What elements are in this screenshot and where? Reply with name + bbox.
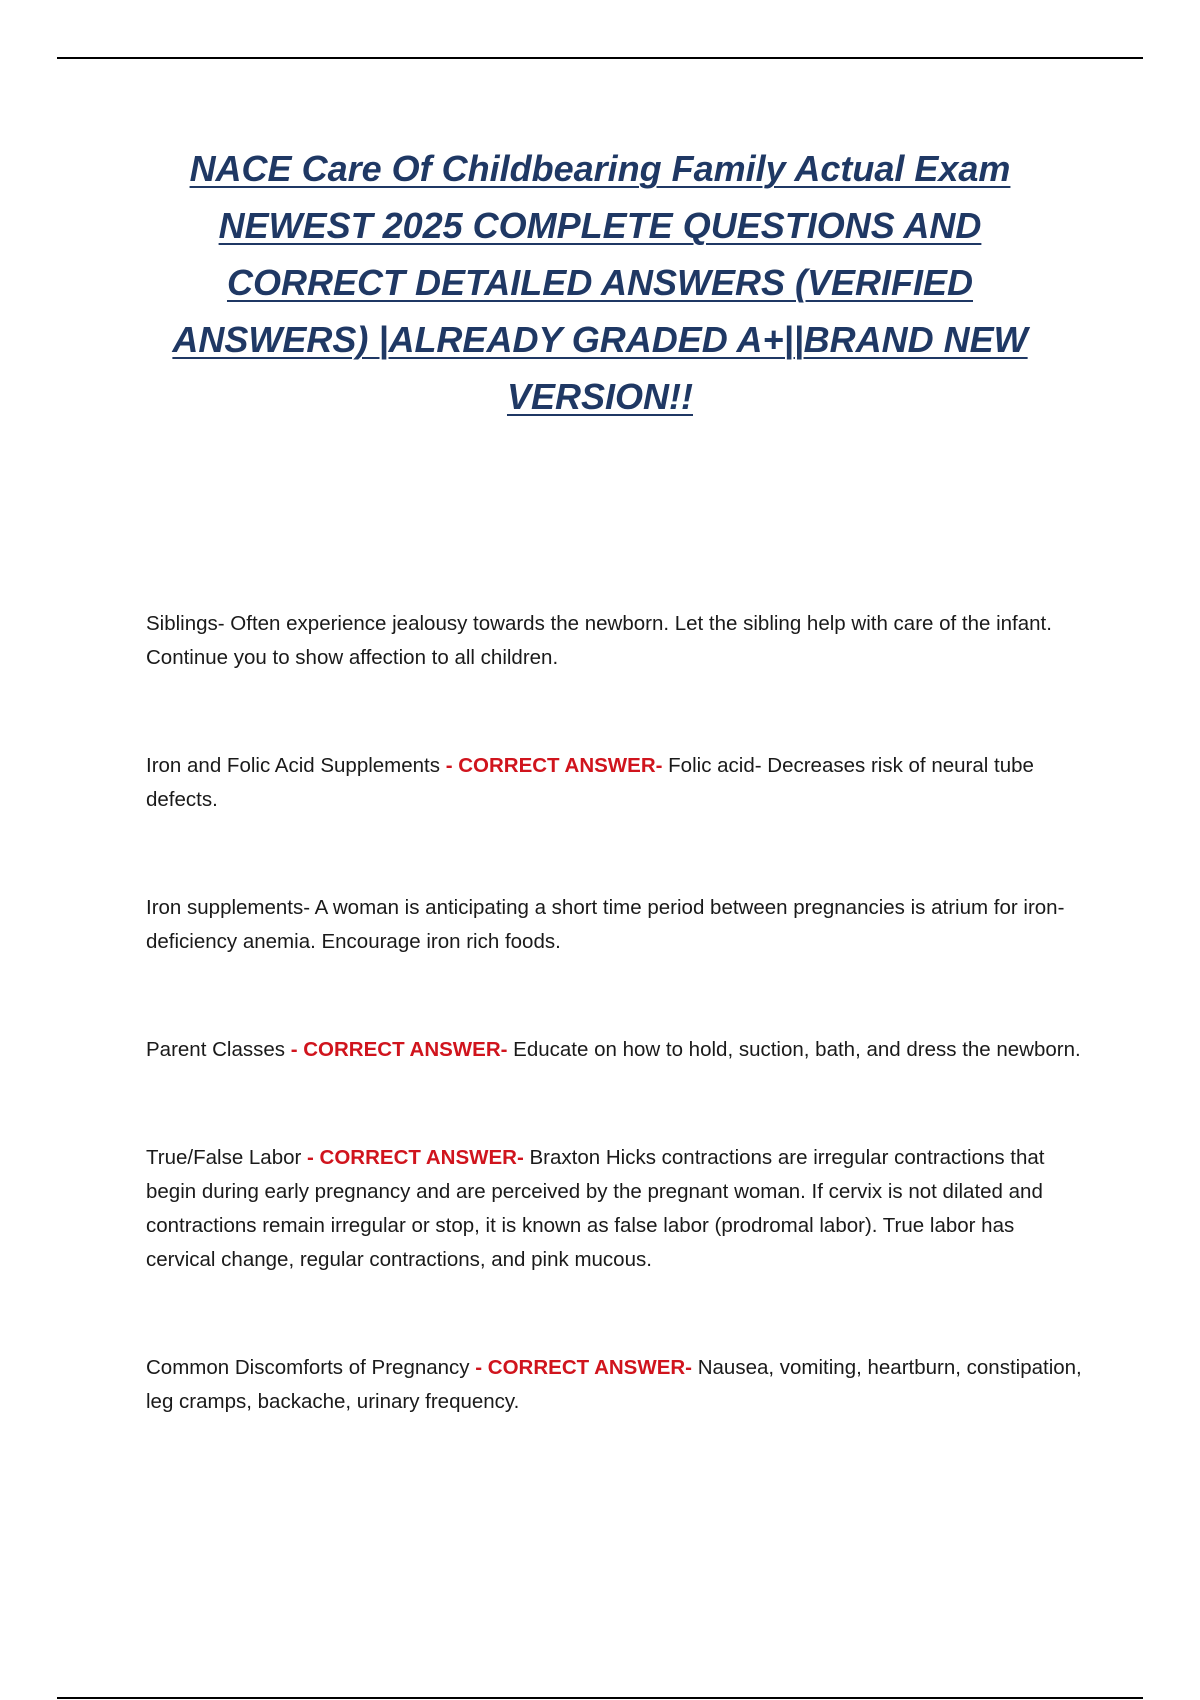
bottom-divider bbox=[57, 1697, 1143, 1699]
qa-item-iron-folic bbox=[146, 749, 1086, 817]
answer-text: Braxton Hicks contractions are irregular contractions that begin during early pregnancy and are perceived by the pregnant woman. If cervix is not dilated and contractions remain irregular or stop, it is known as false labor (prodromal labor). True labor has cervical change, regular contractions, and pink mucous. bbox=[146, 1146, 1045, 1271]
question-term: Parent Classes bbox=[146, 1038, 286, 1061]
note-siblings: Siblings- Often experience jealousy towards the newborn. Let the sibling help with care of the infant. Continue you to show affection to all children. bbox=[146, 612, 1052, 669]
question-term: Iron and Folic Acid Supplements bbox=[146, 754, 440, 777]
top-divider bbox=[57, 57, 1143, 59]
question-term: Common Discomforts of Pregnancy bbox=[146, 1356, 470, 1379]
correct-answer-marker: - CORRECT ANSWER- bbox=[469, 1356, 698, 1379]
correct-answer-marker: - CORRECT ANSWER- bbox=[285, 1038, 514, 1061]
answer-text: Folic acid- Decreases risk of neural tube defects. bbox=[146, 754, 1034, 811]
qa-item-parent-classes bbox=[146, 1033, 1086, 1067]
correct-answer-marker: - CORRECT ANSWER- bbox=[440, 754, 669, 777]
correct-answer-marker: - CORRECT ANSWER- bbox=[301, 1146, 530, 1169]
qa-item-common-discomforts bbox=[146, 1351, 1086, 1419]
answer-text: Educate on how to hold, suction, bath, and dress the newborn. bbox=[513, 1038, 1081, 1061]
document-title: NACE Care Of Childbearing Family Actual Exam NEWEST 2025 COMPLETE QUESTIONS AND CORRECT DETAILED ANSWERS (VERIFIED ANSWERS) |ALREADY GRADED A+||BRAND NEW VERSION!! bbox=[172, 148, 1028, 417]
question-term: True/False Labor bbox=[146, 1146, 302, 1169]
qa-item-true-false-labor bbox=[146, 1141, 1086, 1277]
answer-text: Nausea, vomiting, heartburn, constipation, leg cramps, backache, urinary frequency. bbox=[146, 1356, 1082, 1413]
note-iron-supplements: Iron supplements- A woman is anticipating a short time period between pregnancies is atrium for iron-deficiency anemia. Encourage iron rich foods. bbox=[146, 896, 1065, 953]
qa-list bbox=[146, 607, 1086, 1419]
